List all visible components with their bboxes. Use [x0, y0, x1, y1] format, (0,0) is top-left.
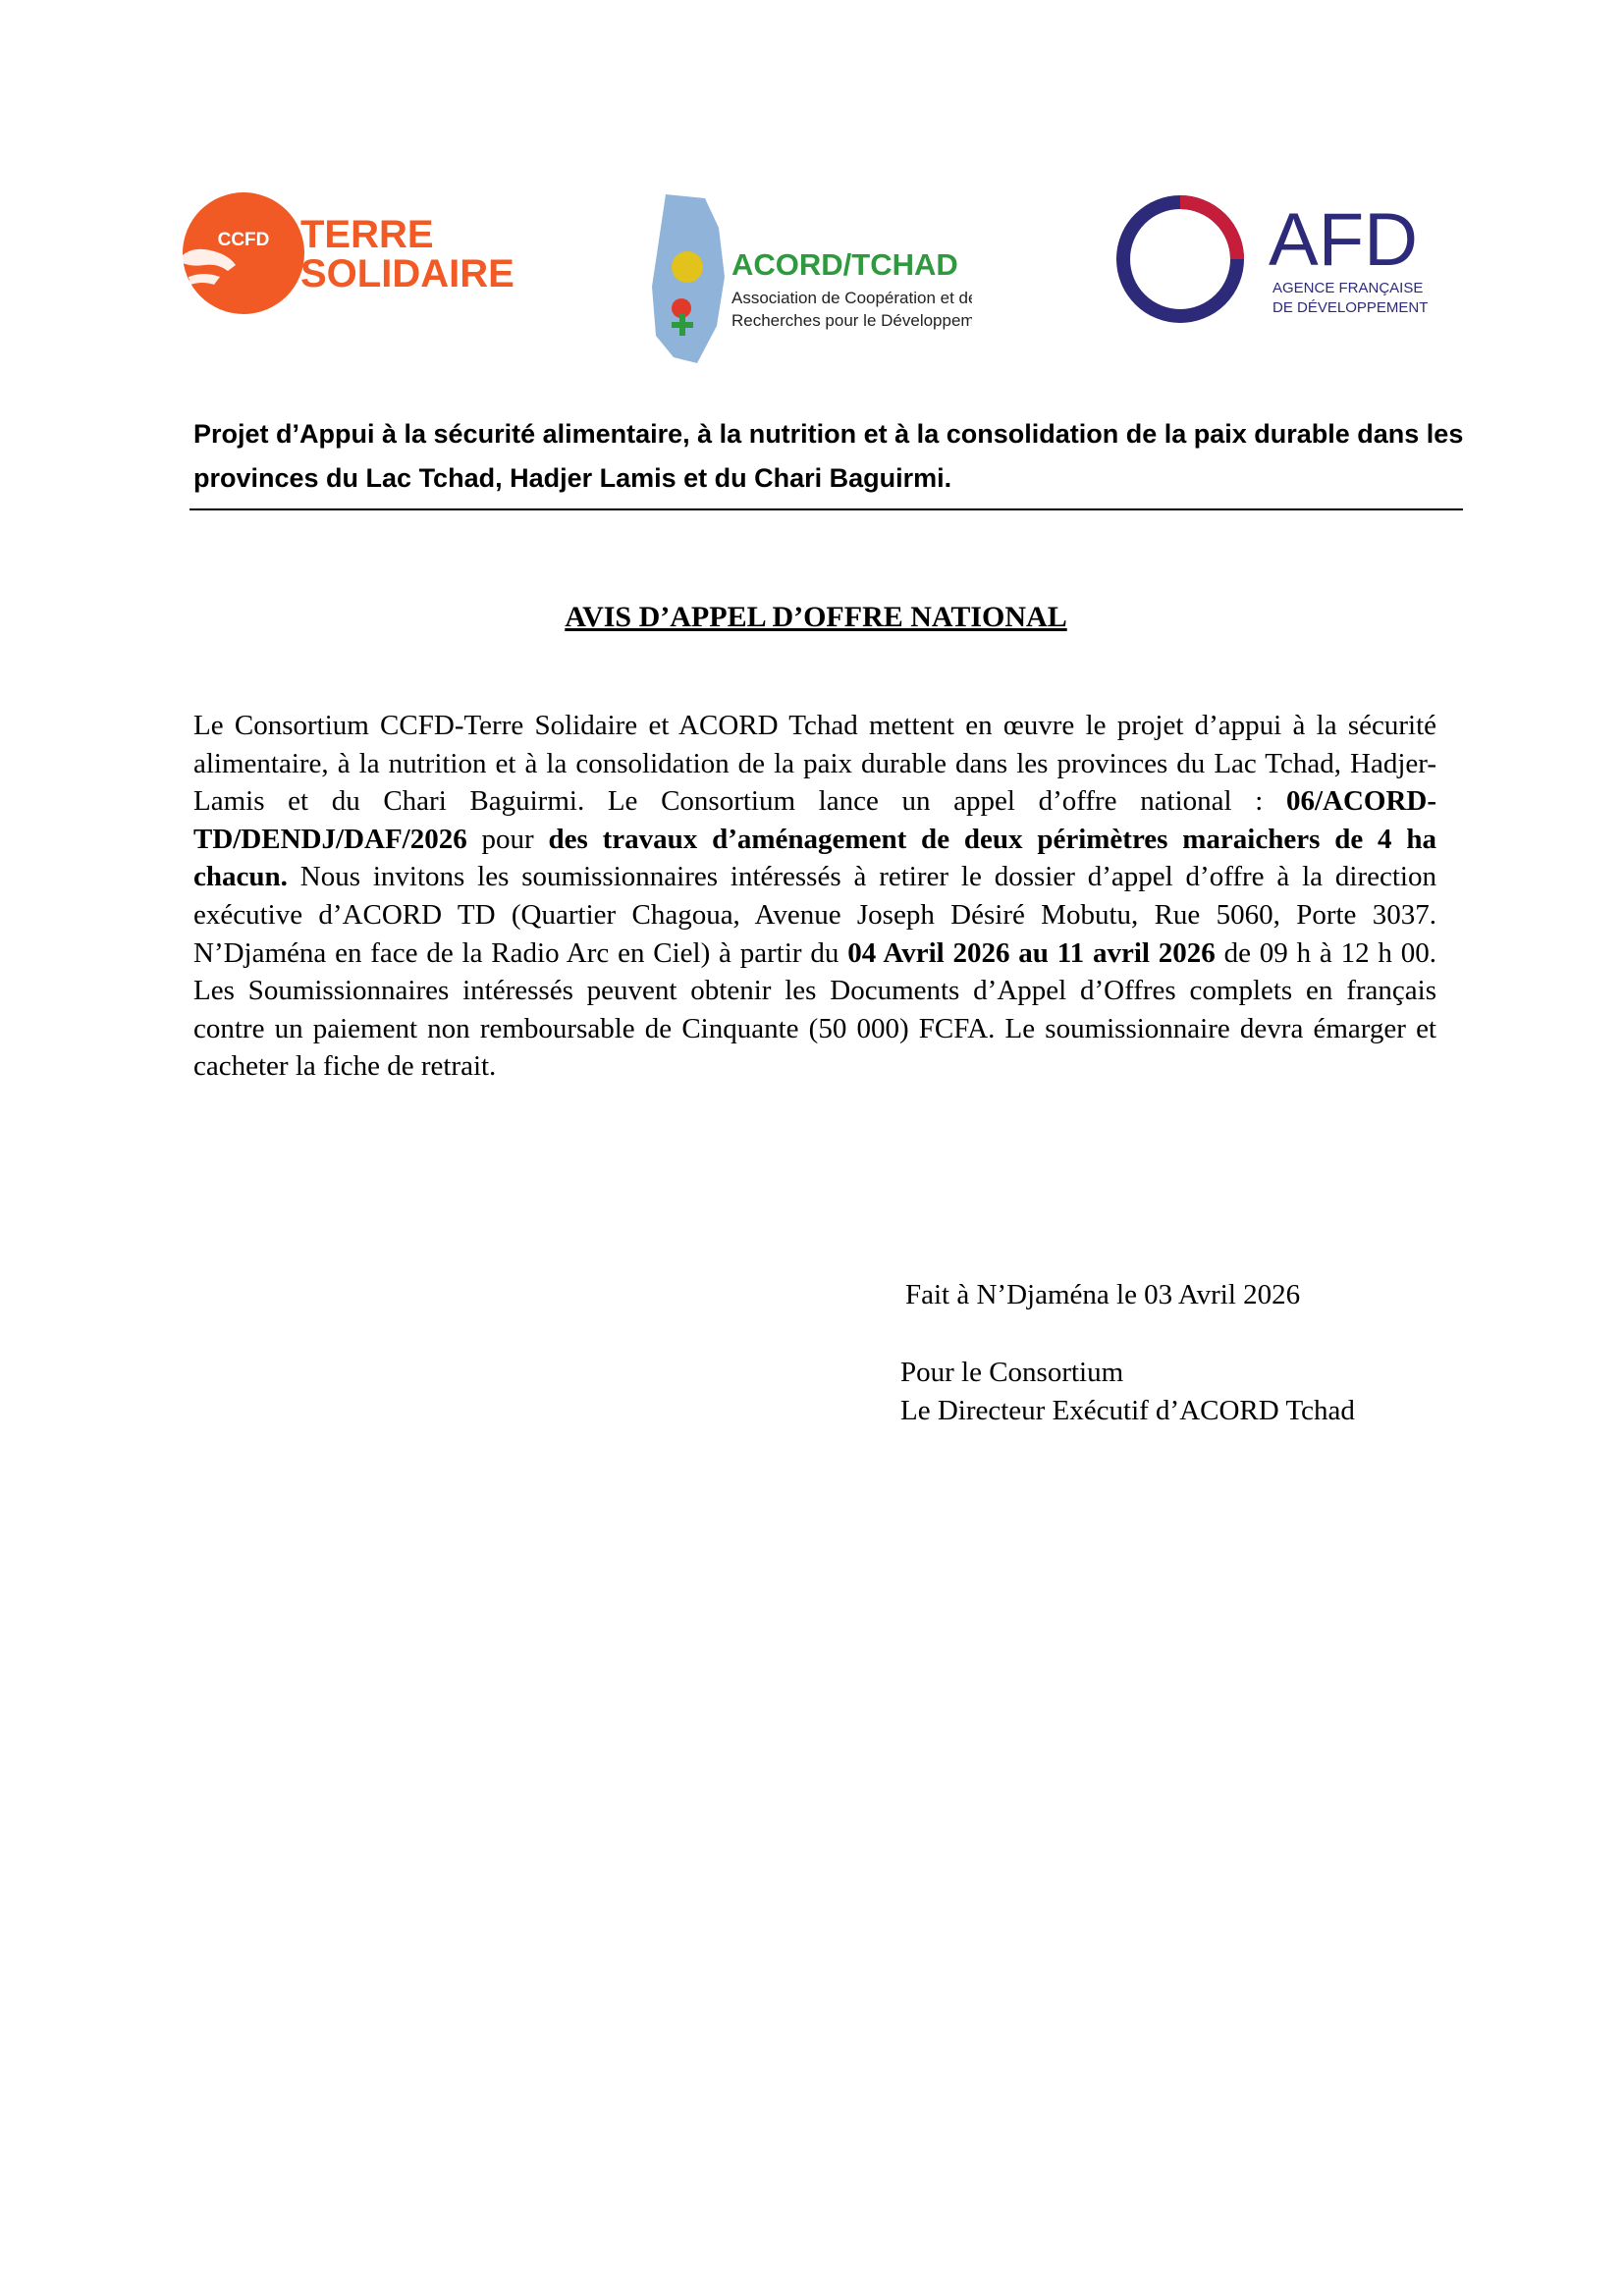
acord-sub2: Recherches pour le Développement — [731, 311, 972, 330]
notice-pour: pour — [466, 823, 549, 855]
project-title: Projet d’Appui à la sécurité alimentaire, à la nutrition et à la consolidation de la paix durable dans les provinces du Lac Tchad, Hadjer Lamis et du Chari Baguirmi. — [193, 419, 1464, 493]
tender-dates: 04 Avril 2026 au 11 avril 2026 — [847, 936, 1216, 969]
acord-sub1: Association de Coopération et de — [731, 289, 972, 307]
tender-object: des travaux d’aménagement de deux périmètres maraichers de 4 ha chacun. — [193, 823, 1436, 893]
notice-closing: de 09 h à 12 h 00. Les Soumissionnaires intéressés peuvent obtenir les Documents d’Appel d’Offres complets en français contre un paiement non remboursable de Cinquante (50 000) FCFA. Le soumissionnaire devra émarger et cacheter la fiche de retrait. — [193, 936, 1436, 1083]
tender-reference: 06/ACORD-TD/DENDJ/DAF/2026 — [193, 785, 1436, 855]
ccfd-line1: TERRE — [300, 213, 434, 256]
signature-title: Le Directeur Exécutif d’ACORD Tchad — [900, 1395, 1355, 1426]
notice-title — [0, 601, 1624, 634]
signature-for-label: Pour le Consortium — [900, 1357, 1124, 1388]
header-divider — [189, 508, 1463, 510]
notice-title-text: AVIS D’APPEL D’OFFRE NATIONAL — [565, 601, 1067, 633]
notice-intro: Le Consortium CCFD-Terre Solidaire et ACORD Tchad mettent en œuvre le projet d’appui à la sécurité alimentaire, à la nutrition et à la consolidation de la paix durable dans les provinces du Lac Tchad, Hadjer-Lamis et du Chari Baguirmi. Le Consortium lance un appel d’offre national : — [193, 710, 1436, 818]
notice-body — [193, 707, 1436, 1086]
afd-sub2: DE DÉVELOPPEMENT — [1272, 299, 1429, 316]
acord-tchad-logo — [648, 188, 972, 370]
ccfd-badge-text: CCFD — [217, 230, 270, 250]
afd-name: AFD — [1269, 198, 1418, 282]
ccfd-terre-solidaire-logo — [175, 187, 538, 324]
ccfd-line2: SOLIDAIRE — [300, 252, 514, 295]
afd-logo — [1113, 188, 1447, 331]
signature-place-date: Fait à N’Djaména le 03 Avril 2026 — [905, 1279, 1301, 1310]
afd-sub1: AGENCE FRANÇAISE — [1272, 280, 1424, 296]
notice-invite: Nous invitons les soumissionnaires intéressés à retirer le dossier d’appel d’offre à la direction exécutive d’ACORD TD (Quartier Chagoua, Avenue Joseph Désiré Mobutu, Rue 5060, Porte 3037. N’Djaména en face de la Radio Arc en Ciel) à partir du — [193, 861, 1436, 969]
acord-name: ACORD/TCHAD — [731, 247, 958, 282]
